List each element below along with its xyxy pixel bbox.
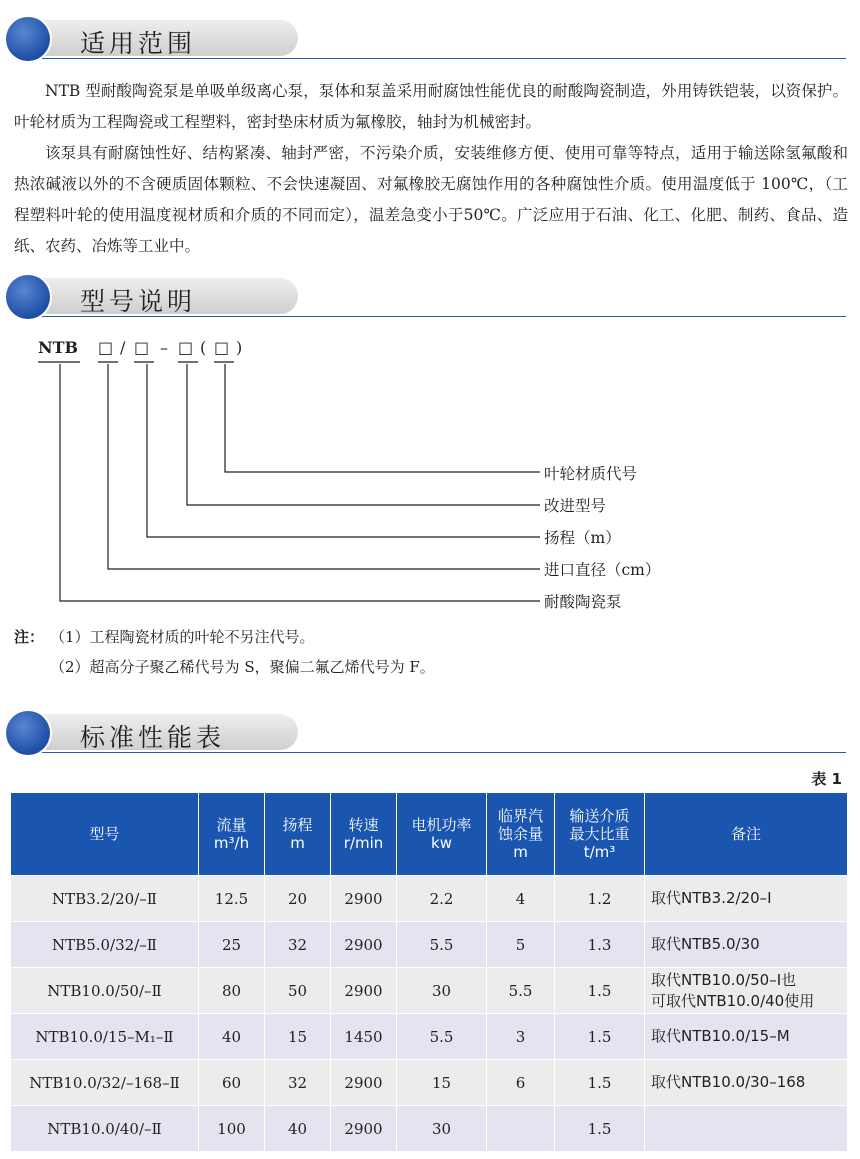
cell-flow: 80 [199, 968, 265, 1014]
header-flow: 流量 m³/h [199, 793, 265, 876]
table-header-row [11, 793, 848, 876]
cell-remark: 取代NTB3.2/20–Ⅰ [645, 876, 848, 922]
cell-npsh: 4 [487, 876, 555, 922]
cell-density: 1.5 [555, 1106, 645, 1152]
cell-npsh: 6 [487, 1060, 555, 1106]
cell-remark: 取代NTB10.0/50–Ⅰ也 可取代NTB10.0/40使用 [645, 968, 848, 1014]
section-title: 型号说明 [80, 287, 197, 316]
cell-remark [645, 1106, 848, 1152]
model-box-2: □ [134, 338, 150, 357]
cell-speed: 2900 [331, 1106, 397, 1152]
cell-power: 15 [397, 1060, 487, 1106]
cell-flow: 60 [199, 1060, 265, 1106]
header-model: 型号 [11, 793, 199, 876]
cell-head: 20 [265, 876, 331, 922]
table-row [11, 876, 848, 922]
model-paren-close: ) [236, 338, 243, 357]
table-row [11, 1014, 848, 1060]
cell-model: NTB3.2/20/–Ⅱ [11, 876, 199, 922]
cell-head: 40 [265, 1106, 331, 1152]
cell-density: 1.3 [555, 922, 645, 968]
cell-npsh [487, 1106, 555, 1152]
table-row [11, 968, 848, 1014]
cell-speed: 2900 [331, 922, 397, 968]
label-impeller-material: 叶轮材质代号 [544, 465, 638, 483]
leader-improved [187, 364, 540, 505]
cell-npsh: 3 [487, 1014, 555, 1060]
label-improved-model: 改进型号 [544, 497, 607, 515]
label-pump-type: 耐酸陶瓷泵 [544, 593, 622, 611]
model-box-3: □ [178, 338, 194, 357]
cell-flow: 40 [199, 1014, 265, 1060]
performance-table [10, 792, 848, 1152]
cell-power: 30 [397, 1106, 487, 1152]
cell-speed: 1450 [331, 1014, 397, 1060]
label-inlet-diameter: 进口直径（cm） [544, 561, 661, 579]
header-head: 扬程 m [265, 793, 331, 876]
cell-flow: 25 [199, 922, 265, 968]
table-row [11, 922, 848, 968]
section-title: 标准性能表 [80, 723, 226, 752]
cell-model: NTB10.0/32/–168–Ⅱ [11, 1060, 199, 1106]
note-prefix: 注： [14, 628, 45, 646]
cell-model: NTB10.0/15–M₁–Ⅱ [11, 1014, 199, 1060]
leader-pump [60, 364, 540, 601]
bullet-circle-icon [6, 711, 50, 755]
cell-density: 1.2 [555, 876, 645, 922]
cell-head: 32 [265, 922, 331, 968]
scope-paragraph-2: 该泵具有耐腐蚀性好、结构紧凑、轴封严密，不污染介质，安装维修方便、使用可靠等特点，适用于输送除氢氟酸和热浓碱液以外的不含硬质固体颗粒、不会快速凝固、对氟橡胶无腐蚀作用的各种腐蚀性介质。使用温度低于 100℃，（工程塑料叶轮的使用温度视材质和介质的不同而定），温差急变小于50℃。广泛应用于石油、化工、化肥、制药、食品、造纸、农药、冶炼等工业中。 [14, 144, 848, 255]
table-row [11, 1106, 848, 1152]
leader-impeller [225, 364, 540, 472]
table-caption: 表 1 [811, 770, 842, 788]
model-box-1: □ [98, 338, 114, 357]
cell-density: 1.5 [555, 1014, 645, 1060]
cell-head: 15 [265, 1014, 331, 1060]
scope-paragraph-1: NTB 型耐酸陶瓷泵是单吸单级离心泵，泵体和泵盖采用耐腐蚀性能优良的耐酸陶瓷制造，外用铸铁铠装，以资保护。叶轮材质为工程陶瓷或工程塑料，密封垫床材质为氟橡胶，轴封为机械密封。 [14, 82, 848, 131]
cell-model: NTB10.0/50/–Ⅱ [11, 968, 199, 1014]
cell-npsh: 5 [487, 922, 555, 968]
cell-speed: 2900 [331, 968, 397, 1014]
note-2: （2）超高分子聚乙稀代号为 S，聚偏二氟乙烯代号为 F。 [50, 658, 435, 676]
cell-power: 5.5 [397, 1014, 487, 1060]
header-npsh: 临界汽 蚀余量 m [487, 793, 555, 876]
leader-head [147, 364, 540, 537]
section-title: 适用范围 [80, 29, 197, 58]
note-1: （1）工程陶瓷材质的叶轮不另注代号。 [50, 628, 315, 646]
cell-head: 32 [265, 1060, 331, 1106]
model-paren-open: ( [200, 338, 207, 357]
label-head: 扬程（m） [544, 529, 621, 547]
section-header-performance [0, 708, 860, 758]
cell-remark: 取代NTB5.0/30 [645, 922, 848, 968]
cell-remark: 取代NTB10.0/30–168 [645, 1060, 848, 1106]
cell-model: NTB5.0/32/–Ⅱ [11, 922, 199, 968]
header-speed: 转速 r/min [331, 793, 397, 876]
cell-remark: 取代NTB10.0/15–M [645, 1014, 848, 1060]
table-row [11, 1060, 848, 1106]
cell-density: 1.5 [555, 968, 645, 1014]
cell-model: NTB10.0/40/–Ⅱ [11, 1106, 199, 1152]
header-power: 电机功率 kw [397, 793, 487, 876]
model-slash: / [120, 338, 126, 357]
leader-inlet [108, 364, 540, 569]
header-density: 输送介质 最大比重 t/m³ [555, 793, 645, 876]
model-box-4: □ [214, 338, 230, 357]
cell-power: 5.5 [397, 922, 487, 968]
model-dash: – [160, 338, 168, 357]
cell-flow: 12.5 [199, 876, 265, 922]
cell-power: 30 [397, 968, 487, 1014]
cell-power: 2.2 [397, 876, 487, 922]
cell-speed: 2900 [331, 876, 397, 922]
model-prefix: NTB [38, 338, 79, 357]
cell-npsh: 5.5 [487, 968, 555, 1014]
cell-density: 1.5 [555, 1060, 645, 1106]
cell-head: 50 [265, 968, 331, 1014]
cell-speed: 2900 [331, 1060, 397, 1106]
cell-flow: 100 [199, 1106, 265, 1152]
header-remark: 备注 [645, 793, 848, 876]
